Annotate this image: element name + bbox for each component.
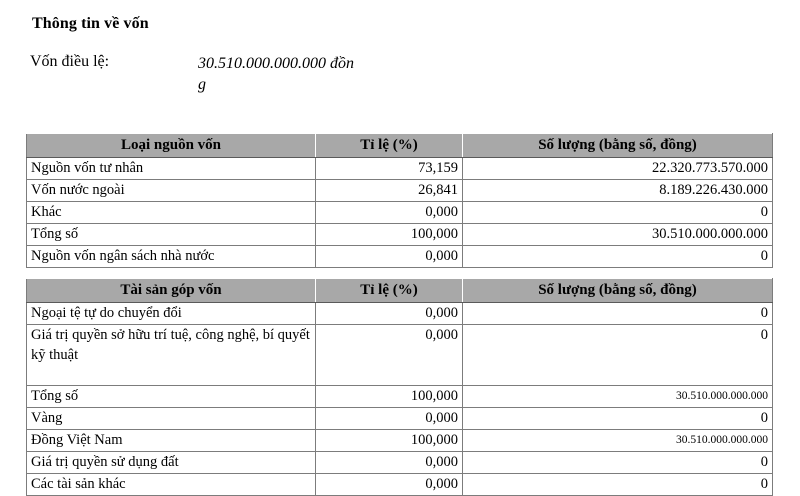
table-header-row bbox=[27, 279, 773, 303]
cell-rate: 0,000 bbox=[316, 325, 463, 386]
column-header-rate: Tỉ lệ (%) bbox=[316, 134, 463, 158]
column-header-amount: Số lượng (bằng số, đồng) bbox=[463, 134, 773, 158]
table-row bbox=[27, 224, 773, 246]
capital-assets-table bbox=[26, 278, 773, 496]
cell-amount: 0 bbox=[463, 408, 773, 430]
cell-rate: 100,000 bbox=[316, 386, 463, 408]
cell-label: Nguồn vốn ngân sách nhà nước bbox=[27, 246, 316, 268]
page-title: Thông tin về vốn bbox=[32, 15, 149, 32]
cell-amount: 30.510.000.000.000 bbox=[463, 430, 773, 452]
cell-amount: 0 bbox=[463, 474, 773, 496]
cell-rate: 73,159 bbox=[316, 158, 463, 180]
cell-rate: 0,000 bbox=[316, 202, 463, 224]
cell-rate: 100,000 bbox=[316, 224, 463, 246]
cell-rate: 0,000 bbox=[316, 474, 463, 496]
charter-capital-value: 30.510.000.000.000 đồng bbox=[198, 55, 354, 93]
cell-label: Nguồn vốn tư nhân bbox=[27, 158, 316, 180]
cell-amount: 30.510.000.000.000 bbox=[463, 386, 773, 408]
cell-rate: 26,841 bbox=[316, 180, 463, 202]
cell-amount: 8.189.226.430.000 bbox=[463, 180, 773, 202]
cell-rate: 100,000 bbox=[316, 430, 463, 452]
cell-label: Tổng số bbox=[27, 386, 316, 408]
capital-assets-body bbox=[27, 303, 773, 496]
cell-amount: 0 bbox=[463, 325, 773, 386]
table-row bbox=[27, 246, 773, 268]
cell-label: Giá trị quyền sở hữu trí tuệ, công nghệ, bí quyết kỹ thuật bbox=[27, 325, 316, 386]
table-row bbox=[27, 386, 773, 408]
cell-rate: 0,000 bbox=[316, 408, 463, 430]
table-row bbox=[27, 474, 773, 496]
column-header-source-type: Loại nguồn vốn bbox=[27, 134, 316, 158]
table-row bbox=[27, 158, 773, 180]
column-header-rate: Tỉ lệ (%) bbox=[316, 279, 463, 303]
column-header-asset-type: Tài sản góp vốn bbox=[27, 279, 316, 303]
cell-amount: 30.510.000.000.000 bbox=[463, 224, 773, 246]
cell-label: Giá trị quyền sử dụng đất bbox=[27, 452, 316, 474]
cell-label: Vốn nước ngoài bbox=[27, 180, 316, 202]
cell-label: Ngoại tệ tự do chuyển đổi bbox=[27, 303, 316, 325]
table-row bbox=[27, 430, 773, 452]
table-row bbox=[27, 325, 773, 386]
table-header-row bbox=[27, 134, 773, 158]
cell-amount: 22.320.773.570.000 bbox=[463, 158, 773, 180]
cell-amount: 0 bbox=[463, 246, 773, 268]
cell-rate: 0,000 bbox=[316, 452, 463, 474]
cell-amount: 0 bbox=[463, 303, 773, 325]
cell-amount: 0 bbox=[463, 452, 773, 474]
cell-label: Các tài sản khác bbox=[27, 474, 316, 496]
column-header-amount: Số lượng (bằng số, đồng) bbox=[463, 279, 773, 303]
cell-rate: 0,000 bbox=[316, 303, 463, 325]
charter-capital-label: Vốn điều lệ: bbox=[30, 53, 110, 70]
cell-label: Đồng Việt Nam bbox=[27, 430, 316, 452]
cell-label: Tổng số bbox=[27, 224, 316, 246]
cell-amount: 0 bbox=[463, 202, 773, 224]
table-row bbox=[27, 303, 773, 325]
cell-label: Khác bbox=[27, 202, 316, 224]
cell-label: Vàng bbox=[27, 408, 316, 430]
table-row bbox=[27, 452, 773, 474]
table-row bbox=[27, 202, 773, 224]
cell-rate: 0,000 bbox=[316, 246, 463, 268]
table-row bbox=[27, 180, 773, 202]
table-row bbox=[27, 408, 773, 430]
capital-sources-table bbox=[26, 133, 773, 268]
capital-sources-body bbox=[27, 158, 773, 268]
